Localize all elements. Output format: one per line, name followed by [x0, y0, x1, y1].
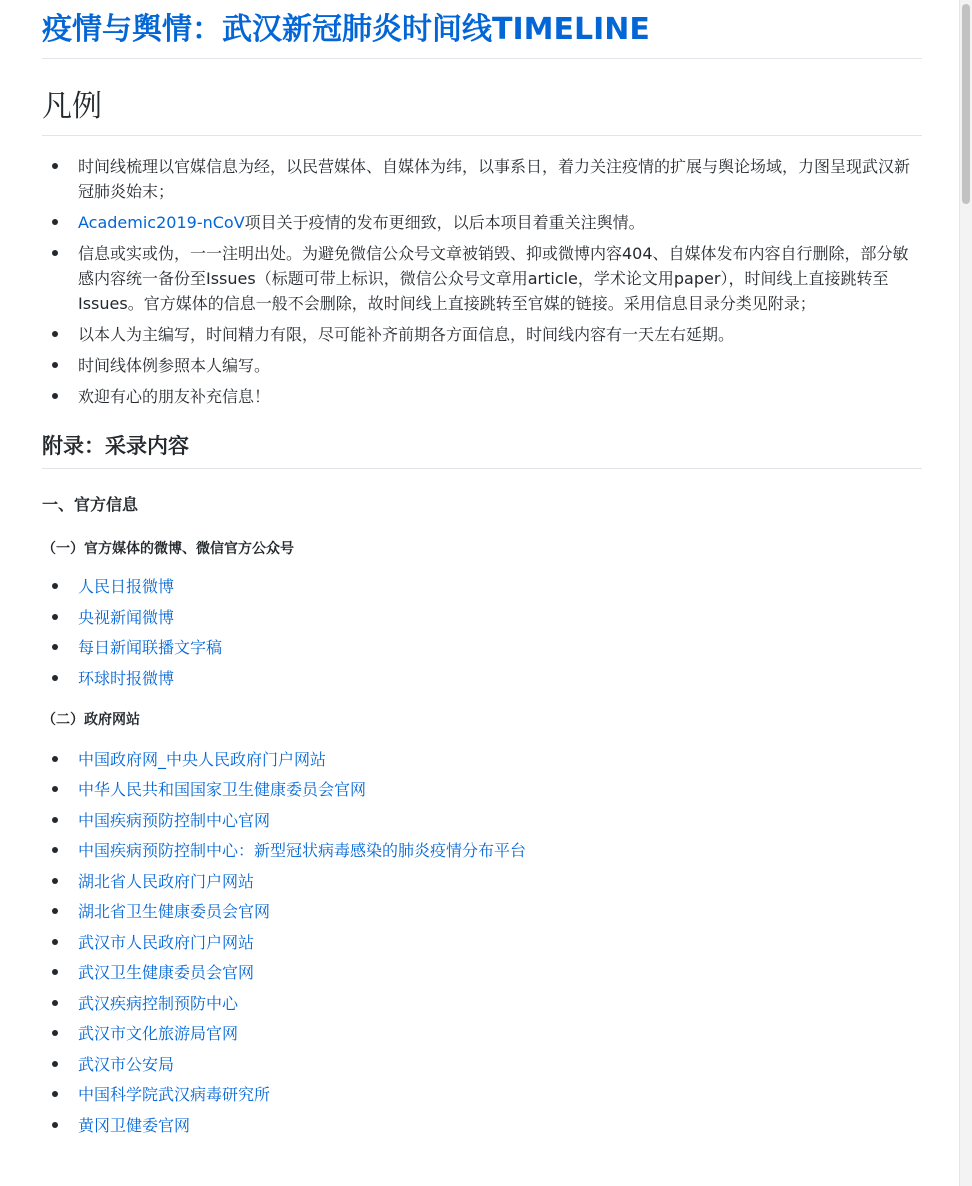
readme-content	[42, 0, 922, 1143]
legend-heading: 凡例	[42, 85, 922, 136]
list-item	[42, 635, 922, 660]
list-item	[42, 808, 922, 833]
list-item	[42, 1052, 922, 1077]
academic-ncov-link[interactable]: Academic2019-nCoV	[78, 213, 245, 232]
list-item	[42, 574, 922, 599]
section-official-info-heading: 一、官方信息	[42, 495, 139, 514]
legend-item-text: 时间线体例参照本人编写。	[78, 356, 271, 375]
link-huanggang-health[interactable]: 黄冈卫健委官网	[78, 1115, 191, 1135]
subsection-official-media-heading: （一）官方媒体的微博、微信官方公众号	[42, 541, 294, 557]
link-cctv-news-weibo[interactable]: 央视新闻微博	[78, 607, 175, 627]
official-media-link-list	[42, 574, 922, 691]
appendix-heading: 附录：采录内容	[42, 428, 922, 469]
subsection-government-websites-heading: （二）政府网站	[42, 711, 140, 728]
link-cdc-epidemic-map[interactable]: 中国疾病预防控制中心：新型冠状病毒感染的肺炎疫情分布平台	[78, 841, 527, 860]
page-title: 疫情与舆情：武汉新冠肺炎时间线TIMELINE	[42, 0, 922, 59]
link-wuhan-health[interactable]: 武汉卫生健康委员会官网	[78, 963, 255, 982]
list-item	[42, 930, 922, 955]
link-hubei-gov[interactable]: 湖北省人民政府门户网站	[78, 871, 255, 891]
link-xinwen-lianbo-transcript[interactable]: 每日新闻联播文字稿	[78, 638, 223, 657]
list-item	[42, 1082, 922, 1107]
legend-item	[42, 384, 922, 409]
legend-item	[42, 322, 922, 347]
link-wuhan-cdc[interactable]: 武汉疾病控制预防中心	[78, 993, 239, 1013]
legend-item	[42, 353, 922, 378]
link-gov-portal[interactable]: 中国政府网_中央人民政府门户网站	[78, 749, 327, 769]
list-item	[42, 899, 922, 924]
link-global-times-weibo[interactable]: 环球时报微博	[78, 668, 175, 688]
link-wuhan-police[interactable]: 武汉市公安局	[78, 1054, 175, 1074]
link-wuhan-culture-tourism[interactable]: 武汉市文化旅游局官网	[78, 1024, 239, 1043]
legend-item-text: 项目关于疫情的发布更细致，以后本项目着重关注舆情。	[244, 213, 645, 232]
legend-item	[42, 210, 922, 235]
legend-item	[42, 241, 922, 316]
list-item	[42, 747, 922, 772]
list-item	[42, 605, 922, 630]
link-nhc[interactable]: 中华人民共和国国家卫生健康委员会官网	[78, 780, 367, 799]
legend-item-text: 时间线梳理以官媒信息为经，以民营媒体、自媒体为纬，以事系日，着力关注疫情的扩展与舆论场域，力图呈现武汉新冠肺炎始末；	[78, 157, 911, 201]
legend-item-text: 以本人为主编写，时间精力有限，尽可能补齐前期各方面信息，时间线内容有一天左右延期。	[78, 325, 735, 344]
legend-item-text: 欢迎有心的朋友补充信息！	[78, 387, 271, 406]
list-item	[42, 1021, 922, 1046]
list-item	[42, 666, 922, 691]
government-website-link-list	[42, 747, 922, 1138]
scrollbar-thumb[interactable]	[962, 4, 970, 204]
list-item	[42, 838, 922, 863]
link-wuhan-virology-institute[interactable]: 中国科学院武汉病毒研究所	[78, 1085, 271, 1104]
list-item	[42, 1113, 922, 1138]
link-wuhan-gov[interactable]: 武汉市人民政府门户网站	[78, 932, 255, 952]
list-item	[42, 960, 922, 985]
list-item	[42, 777, 922, 802]
vertical-scrollbar[interactable]	[959, 0, 972, 1186]
legend-item	[42, 154, 922, 204]
legend-list	[42, 154, 922, 409]
list-item	[42, 869, 922, 894]
legend-item-text: 信息或实或伪，一一注明出处。为避免微信公众号文章被销毁、抑或微博内容404、自媒体发布内容自行删除，部分敏感内容统一备份至Issues（标题可带上标识，微信公众号文章用article，学术论文用paper），时间线上直接跳转至Issues。官方媒体的信息一般不会删除，故时间线上直接跳转至官媒的链接。采用信息目录分类见附录；	[78, 244, 909, 313]
link-china-cdc[interactable]: 中国疾病预防控制中心官网	[78, 810, 271, 830]
link-hubei-health[interactable]: 湖北省卫生健康委员会官网	[78, 902, 271, 921]
link-people-daily-weibo[interactable]: 人民日报微博	[78, 577, 175, 596]
list-item	[42, 991, 922, 1016]
